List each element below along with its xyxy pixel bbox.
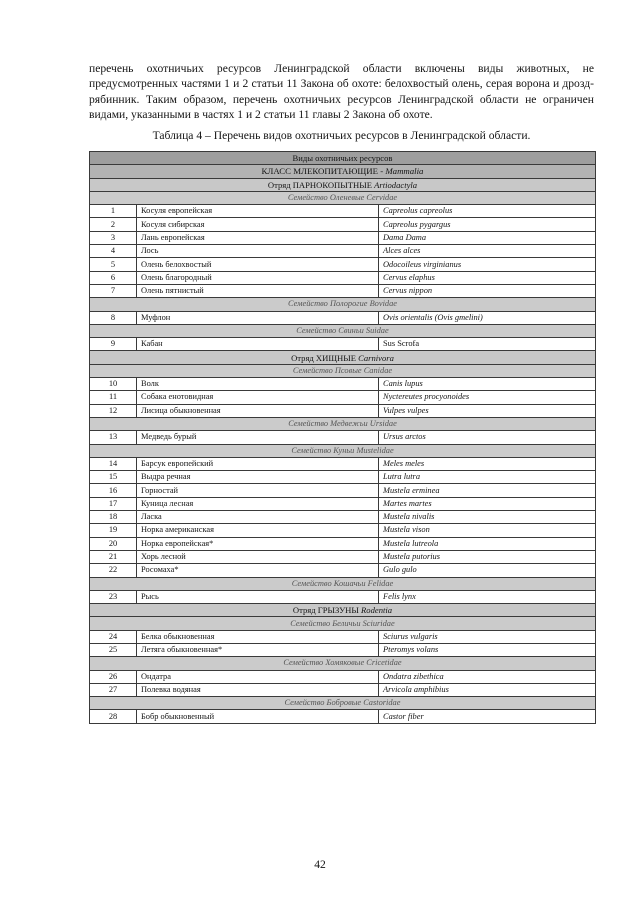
class-row <box>90 165 596 178</box>
family-row <box>90 657 596 670</box>
order-name-latin: Rodentia <box>361 605 393 616</box>
table-row <box>90 391 596 404</box>
species-name-latin: Mustela lutreola <box>379 537 596 550</box>
table-row <box>90 431 596 444</box>
family-cell: Семейство Кошачьи Felidae <box>90 577 596 590</box>
order-cell <box>90 604 596 617</box>
species-name-latin: Ondatra zibethica <box>379 670 596 683</box>
table-row <box>90 630 596 643</box>
species-name-ru: Ласка <box>137 511 379 524</box>
table-row <box>90 550 596 563</box>
family-row <box>90 444 596 457</box>
species-name-ru: Волк <box>137 378 379 391</box>
species-table-body <box>90 152 596 724</box>
species-name-latin: Ovis orientalis (Ovis gmelini) <box>379 311 596 324</box>
order-name-latin: Carnivora <box>358 352 394 363</box>
species-name-ru: Лань европейская <box>137 231 379 244</box>
row-number: 20 <box>90 537 137 550</box>
family-cell: Семейство Куньи Mustelidae <box>90 444 596 457</box>
row-number: 27 <box>90 683 137 696</box>
row-number: 8 <box>90 311 137 324</box>
table-row <box>90 643 596 656</box>
species-name-ru: Горностай <box>137 484 379 497</box>
species-name-latin: Dama Dama <box>379 231 596 244</box>
species-name-ru: Росомаха* <box>137 564 379 577</box>
row-number: 3 <box>90 231 137 244</box>
row-number: 5 <box>90 258 137 271</box>
table-row <box>90 484 596 497</box>
table-row <box>90 710 596 723</box>
class-separator: - <box>378 166 386 177</box>
species-name-latin: Cervus nippon <box>379 284 596 297</box>
species-name-ru: Медведь бурый <box>137 431 379 444</box>
family-row <box>90 417 596 430</box>
order-name-ru: Отряд ХИЩНЫЕ <box>291 352 356 363</box>
species-name-ru: Олень пятнистый <box>137 284 379 297</box>
species-name-ru: Норка американская <box>137 524 379 537</box>
species-name-ru: Косуля сибирская <box>137 218 379 231</box>
row-number: 21 <box>90 550 137 563</box>
order-name-latin: Artiodactyla <box>374 179 418 190</box>
row-number: 25 <box>90 643 137 656</box>
table-row <box>90 683 596 696</box>
row-number: 9 <box>90 338 137 351</box>
species-name-ru: Кабан <box>137 338 379 351</box>
species-name-latin: Meles meles <box>379 457 596 470</box>
row-number: 24 <box>90 630 137 643</box>
table-row <box>90 497 596 510</box>
family-row <box>90 324 596 337</box>
table-title-row <box>90 152 596 165</box>
family-cell: Семейство Хомяковые Cricetidae <box>90 657 596 670</box>
order-row <box>90 604 596 617</box>
class-name-ru: КЛАСС МЛЕКОПИТАЮЩИЕ <box>261 166 379 177</box>
family-cell: Семейство Псовые Canidae <box>90 364 596 377</box>
table-row <box>90 378 596 391</box>
species-name-ru: Барсук европейский <box>137 457 379 470</box>
family-cell: Семейство Медвежьи Ursidae <box>90 417 596 430</box>
table-row <box>90 205 596 218</box>
species-name-ru: Белка обыкновенная <box>137 630 379 643</box>
species-name-ru: Косуля европейская <box>137 205 379 218</box>
table-row <box>90 338 596 351</box>
species-name-latin: Capreolus pygargus <box>379 218 596 231</box>
table-row <box>90 670 596 683</box>
table-caption: Таблица 4 – Перечень видов охотничьих ресурсов в Ленинградской области. <box>152 129 531 142</box>
family-cell: Семейство Беличьи Sciuridae <box>90 617 596 630</box>
species-name-latin: Pteromys volans <box>379 643 596 656</box>
row-number: 22 <box>90 564 137 577</box>
table-row <box>90 564 596 577</box>
species-name-latin: Odocoileus virginianus <box>379 258 596 271</box>
table-row <box>90 245 596 258</box>
row-number: 7 <box>90 284 137 297</box>
species-name-ru: Бобр обыкновенный <box>137 710 379 723</box>
table-row <box>90 231 596 244</box>
row-number: 13 <box>90 431 137 444</box>
family-row <box>90 191 596 204</box>
row-number: 15 <box>90 471 137 484</box>
table-row <box>90 284 596 297</box>
family-cell: Семейство Бобровые Castoridae <box>90 697 596 710</box>
species-name-latin: Capreolus capreolus <box>379 205 596 218</box>
species-name-ru: Рысь <box>137 590 379 603</box>
species-name-latin: Cervus elaphus <box>379 271 596 284</box>
table-row <box>90 311 596 324</box>
row-number: 12 <box>90 404 137 417</box>
row-number: 1 <box>90 205 137 218</box>
table-row <box>90 218 596 231</box>
row-number: 28 <box>90 710 137 723</box>
species-name-ru: Лисица обыкновенная <box>137 404 379 417</box>
row-number: 14 <box>90 457 137 470</box>
class-name-latin: Mammalia <box>385 166 424 177</box>
species-name-latin: Felis lynx <box>379 590 596 603</box>
species-name-ru: Олень благородный <box>137 271 379 284</box>
table-row <box>90 258 596 271</box>
species-name-latin: Nyctereutes procyonoides <box>379 391 596 404</box>
intro-paragraph: перечень охотничьих ресурсов Ленинградской области включены виды животных, не предусмотренных частями 1 и 2 статьи 11 Закона об охоте: белохвостый олень, серая ворона и дрозд-рябинник. Таким образом, перечень охотничьих ресурсов Ленинградской области не ограничен видами, указанными в частях 1 и 2 статьи 11 главы 2 Закона об охоте. <box>89 62 594 122</box>
row-number: 11 <box>90 391 137 404</box>
species-name-ru: Куница лесная <box>137 497 379 510</box>
order-row <box>90 351 596 364</box>
family-row <box>90 577 596 590</box>
species-name-latin: Mustela nivalis <box>379 511 596 524</box>
order-row <box>90 178 596 191</box>
family-row <box>90 617 596 630</box>
family-row <box>90 697 596 710</box>
table-row <box>90 271 596 284</box>
species-name-ru: Муфлон <box>137 311 379 324</box>
species-name-latin: Castor fiber <box>379 710 596 723</box>
order-name-ru: Отряд ГРЫЗУНЫ <box>292 605 359 616</box>
order-name-ru: Отряд ПАРНОКОПЫТНЫЕ <box>267 179 372 190</box>
species-name-ru: Норка европейская* <box>137 537 379 550</box>
row-number: 18 <box>90 511 137 524</box>
row-number: 4 <box>90 245 137 258</box>
row-number: 2 <box>90 218 137 231</box>
table-title: Виды охотничьих ресурсов <box>90 152 596 165</box>
family-row <box>90 364 596 377</box>
table-row <box>90 511 596 524</box>
species-name-ru: Полевка водяная <box>137 683 379 696</box>
class-cell <box>90 165 596 178</box>
species-name-latin: Sciurus vulgaris <box>379 630 596 643</box>
species-name-ru: Летяга обыкновенная* <box>137 643 379 656</box>
species-table <box>89 151 596 724</box>
species-name-latin: Alces alces <box>379 245 596 258</box>
species-name-latin: Gulo gulo <box>379 564 596 577</box>
row-number: 6 <box>90 271 137 284</box>
species-name-latin: Lutra lutra <box>379 471 596 484</box>
table-row <box>90 537 596 550</box>
row-number: 17 <box>90 497 137 510</box>
species-name-ru: Собака енотовидная <box>137 391 379 404</box>
table-row <box>90 457 596 470</box>
order-cell <box>90 178 596 191</box>
species-name-latin: Sus Scrofa <box>379 338 596 351</box>
species-name-latin: Canis lupus <box>379 378 596 391</box>
species-name-ru: Олень белохвостый <box>137 258 379 271</box>
family-row <box>90 298 596 311</box>
table-row <box>90 524 596 537</box>
table-row <box>90 404 596 417</box>
row-number: 26 <box>90 670 137 683</box>
species-name-ru: Выдра речная <box>137 471 379 484</box>
row-number: 16 <box>90 484 137 497</box>
order-cell <box>90 351 596 364</box>
species-name-latin: Mustela putorius <box>379 550 596 563</box>
row-number: 10 <box>90 378 137 391</box>
row-number: 23 <box>90 590 137 603</box>
row-number: 19 <box>90 524 137 537</box>
species-name-latin: Ursus arctos <box>379 431 596 444</box>
family-cell: Семейство Свиньи Suidae <box>90 324 596 337</box>
species-name-ru: Хорь лесной <box>137 550 379 563</box>
species-name-ru: Ондатра <box>137 670 379 683</box>
species-name-ru: Лось <box>137 245 379 258</box>
species-name-latin: Martes martes <box>379 497 596 510</box>
species-name-latin: Mustela vison <box>379 524 596 537</box>
species-name-latin: Mustela erminea <box>379 484 596 497</box>
species-name-latin: Arvicola amphibius <box>379 683 596 696</box>
family-cell: Семейство Полорогие Bovidae <box>90 298 596 311</box>
species-name-latin: Vulpes vulpes <box>379 404 596 417</box>
table-row <box>90 590 596 603</box>
table-row <box>90 471 596 484</box>
family-cell: Семейство Оленевые Cervidae <box>90 191 596 204</box>
page-number: 42 <box>314 858 326 871</box>
